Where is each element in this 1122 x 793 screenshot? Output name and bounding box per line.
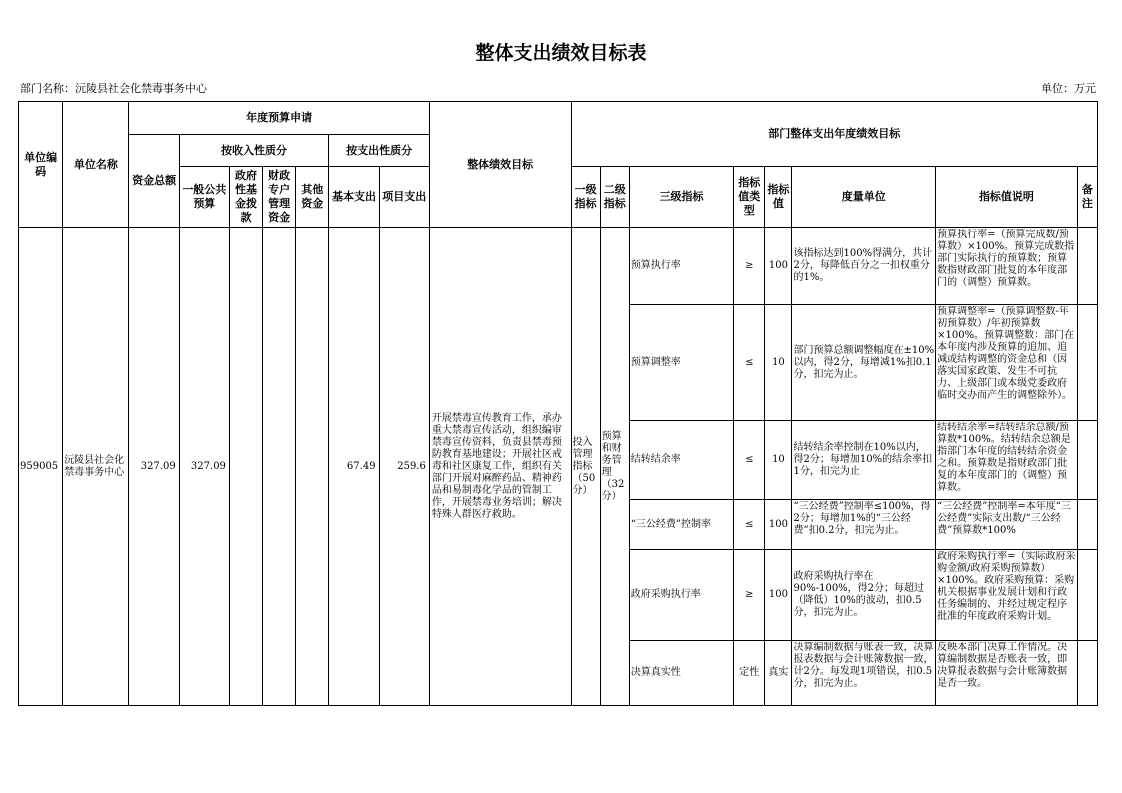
indicator-measure: [792, 641, 936, 706]
indicator-measure: [792, 550, 936, 641]
header-dept-goal: 部门整体支出年度绩效目标: [571, 102, 1097, 167]
indicator-measure: [792, 500, 936, 550]
indicator-desc: [936, 305, 1078, 421]
remark-cell: [1077, 305, 1097, 421]
indicator-name: 决算真实性: [629, 641, 733, 706]
indicator-desc: [936, 500, 1078, 550]
header-remark: 备注: [1077, 167, 1097, 228]
remark-cell: [1077, 228, 1097, 305]
unit-name-cell: 沅陵县社会化禁毒事务中心: [63, 228, 129, 706]
total-funds-cell: 327.09: [129, 228, 179, 706]
indicator-measure-text: “三公经费”控制率≤100%，得2分；每增加1%的“三公经费”扣0.2分，扣完为止。: [793, 500, 931, 536]
indicator-name: “三公经费”控制率: [629, 500, 733, 550]
header-basic-exp: 基本支出: [329, 167, 379, 228]
indicator-type: 定性: [734, 641, 765, 706]
basic-exp-cell: 67.49: [329, 228, 379, 706]
indicator-value: 100: [765, 500, 792, 550]
header-special-fund: 财政专户管理资金: [263, 167, 296, 228]
indicator-desc: [936, 550, 1078, 641]
indicator-desc-text: 预算调整率=（预算调整数-年初预算数）/年初预算数×100%。预算调整数：部门在本年度内涉及预算的追加、追减或结构调整的资金总和（因落实国家政策、发生不可抗力、上级部门或本级党委政府临时交办而产生的调整除外）。: [937, 305, 1075, 401]
header-general-budget: 一般公共预算: [179, 167, 229, 228]
header-level3: 三级指标: [629, 167, 733, 228]
indicator-name: 结转结余率: [629, 421, 733, 500]
indicator-measure-text: 政府采购执行率在90%-100%，得2分；每超过（降低）10%的波动，扣0.5分，扣完为止。: [793, 571, 925, 618]
unit-code-cell: 959005: [19, 228, 63, 706]
level1-cell: 投入管理指标（50分）: [571, 228, 600, 706]
indicator-desc: [936, 228, 1078, 305]
header-annual-budget: 年度预算申请: [129, 102, 429, 135]
indicator-value: 真实: [765, 641, 792, 706]
indicator-desc-text: 反映本部门决算工作情况。决算编制数据是否账表一致，即决算报表数据与会计账簿数据是否一致。: [937, 641, 1068, 689]
header-ind-type: 指标值类型: [734, 167, 765, 228]
indicator-desc-text: 预算执行率=（预算完成数/预算数）×100%。预算完成数指部门实际执行的预算数；预算数指财政部门批复的本年度部门的（调整）预算数。: [937, 228, 1075, 288]
indicator-type: ≤: [734, 500, 765, 550]
remark-cell: [1077, 550, 1097, 641]
header-overall-goal: 整体绩效目标: [429, 102, 571, 228]
indicator-value: 10: [765, 421, 792, 500]
indicator-measure-text: 该指标达到100%得满分，共计2分，每降低百分之一扣权重分的1%。: [793, 248, 933, 283]
indicator-name: 预算执行率: [629, 228, 733, 305]
header-other-fund: 其他资金: [296, 167, 329, 228]
header-level1: 一级指标: [571, 167, 600, 228]
header-ind-desc: 指标值说明: [936, 167, 1078, 228]
header-total-funds: 资金总额: [129, 135, 179, 228]
project-exp-cell: 259.6: [379, 228, 429, 706]
indicator-type: ≥: [734, 228, 765, 305]
header-level2: 二级指标: [600, 167, 629, 228]
general-budget-cell: 327.09: [179, 228, 229, 706]
indicator-measure-text: 决算编制数据与账表一致，决算报表数据与会计账簿数据一致，计2分。每发现1项错误，扣0.5分，扣完为止。: [793, 641, 934, 689]
level2-cell: 预算和财务管理（32分）: [600, 228, 629, 706]
remark-cell: [1077, 421, 1097, 500]
indicator-measure: [792, 421, 936, 500]
header-unit-name: 单位名称: [63, 102, 129, 228]
currency-unit: 单位：万元: [1041, 82, 1096, 95]
indicator-type: ≥: [734, 550, 765, 641]
header-by-income: 按收入性质分: [179, 135, 329, 167]
indicator-desc-text: “三公经费”控制率=本年度“三公经费”实际支出数/“三公经费”预算数*100%: [937, 500, 1071, 536]
indicator-type: ≤: [734, 421, 765, 500]
header-measure-unit: 度量单位: [792, 167, 936, 228]
overall-goal-cell: 开展禁毒宣传教育工作，承办重大禁毒宣传活动，组织编审禁毒宣传资料，负责县禁毒预防教育基地建设；开展社区戒毒和社区康复工作，组织有关部门开展对麻醉药品、精神药品和易制毒化学品的管制工作，开展禁毒业务培训；解决特殊人群医疗救助。: [429, 228, 571, 706]
page-title: 整体支出绩效目标表: [475, 42, 647, 64]
remark-cell: [1077, 641, 1097, 706]
other-fund-cell: [296, 228, 329, 706]
performance-table: [18, 101, 1098, 706]
header-project-exp: 项目支出: [379, 167, 429, 228]
header-gov-fund: 政府性基金拨款: [229, 167, 262, 228]
indicator-value: 100: [765, 550, 792, 641]
header-by-expense: 按支出性质分: [329, 135, 430, 167]
indicator-measure: [792, 228, 936, 305]
indicator-measure-text: 结转结余率控制在10%以内，得2分；每增加10%的结余率扣1分，扣完为止: [793, 442, 933, 477]
indicator-desc: [936, 641, 1078, 706]
indicator-desc: [936, 421, 1078, 500]
indicator-value: 100: [765, 228, 792, 305]
indicator-measure-text: 部门预算总额调整幅度在±10%以内，得2分，每增减1%扣0.1分，扣完为止。: [793, 344, 935, 380]
indicator-name: 政府采购执行率: [629, 550, 733, 641]
indicator-type: ≤: [734, 305, 765, 421]
indicator-name: 预算调整率: [629, 305, 733, 421]
special-fund-cell: [263, 228, 296, 706]
indicator-desc-text: 结转结余率=结转结余总额/预算数*100%。结转结余总额是指部门本年度的结转结余资金之和。预算数是指财政部门批复的本年度部门的（调整）预算数。: [937, 421, 1071, 493]
remark-cell: [1077, 500, 1097, 550]
indicator-desc-text: 政府采购执行率=（实际政府采购金额/政府采购预算数）×100%。政府采购预算：采购机关根据事业发展计划和行政任务编制的、并经过规定程序批准的年度政府采购计划。: [937, 550, 1076, 622]
department-name: 部门名称：沅陵县社会化禁毒事务中心: [20, 82, 207, 95]
gov-fund-cell: [229, 228, 262, 706]
indicator-value: 10: [765, 305, 792, 421]
header-unit-code: 单位编码: [19, 102, 63, 228]
header-ind-value: 指标值: [765, 167, 792, 228]
indicator-measure: [792, 305, 936, 421]
